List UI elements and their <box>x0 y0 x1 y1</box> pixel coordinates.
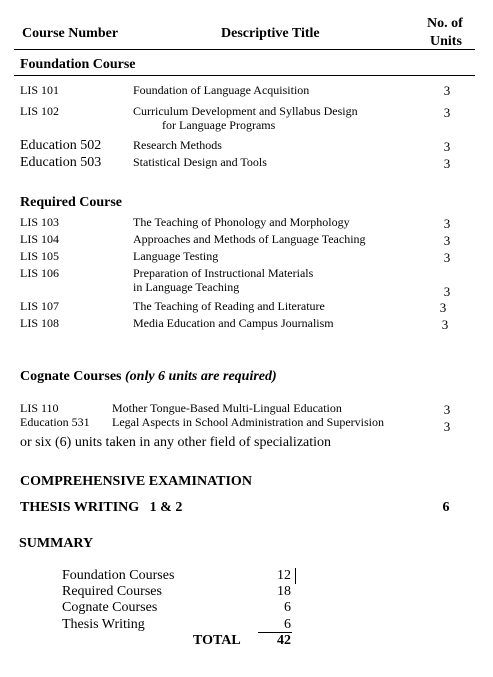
section-heading-required: Required Course <box>20 195 123 210</box>
summary-label: Required Courses <box>62 584 162 599</box>
course-code: LIS 102 <box>20 104 59 118</box>
column-header-descriptive-title: Descriptive Title <box>221 26 320 41</box>
course-code: LIS 103 <box>20 215 59 229</box>
course-units: 3 <box>443 419 451 434</box>
course-code: LIS 101 <box>20 83 59 97</box>
header-divider <box>14 49 475 50</box>
course-title: Statistical Design and Tools <box>133 155 267 169</box>
course-code: LIS 105 <box>20 249 59 263</box>
course-code: LIS 106 <box>20 266 59 280</box>
thesis-units: 6 <box>442 500 450 515</box>
summary-label: Thesis Writing <box>62 617 145 632</box>
course-units: 3 <box>443 216 451 231</box>
course-title: Media Education and Campus Journalism <box>133 316 334 330</box>
summary-total-value: 42 <box>277 633 291 648</box>
summary-heading: SUMMARY <box>19 536 94 551</box>
course-units: 3 <box>443 250 451 265</box>
course-title: Approaches and Methods of Language Teaching <box>133 232 366 246</box>
thesis-writing: THESIS WRITING 1 & 2 <box>20 500 183 515</box>
summary-value: 6 <box>284 600 291 615</box>
cognate-heading-note: (only 6 units are required) <box>125 369 277 384</box>
column-header-units-line2: Units <box>430 34 462 49</box>
course-title: Curriculum Development and Syllabus Design <box>133 104 358 118</box>
course-units: 3 <box>443 233 451 248</box>
summary-label: Cognate Courses <box>62 600 158 615</box>
section-heading-cognate <box>20 369 277 385</box>
course-title: The Teaching of Phonology and Morphology <box>133 215 350 229</box>
summary-value: 6 <box>284 617 291 632</box>
course-code: LIS 107 <box>20 299 59 313</box>
text-cursor <box>295 568 296 584</box>
column-header-units-line1: No. of <box>427 16 463 31</box>
course-units: 3 <box>443 105 451 120</box>
section-heading-foundation: Foundation Course <box>20 57 136 72</box>
course-title: Research Methods <box>133 138 222 152</box>
course-title: Legal Aspects in School Administration and Supervision <box>112 415 384 429</box>
course-code: Education 503 <box>20 155 102 170</box>
foundation-divider <box>14 75 475 76</box>
course-code: LIS 104 <box>20 232 59 246</box>
summary-label: Foundation Courses <box>62 568 175 583</box>
cognate-heading-text: Cognate Courses <box>20 369 122 384</box>
column-header-course-number: Course Number <box>22 26 119 41</box>
course-units: 3 <box>443 139 451 154</box>
course-code: LIS 108 <box>20 316 59 330</box>
course-units: 3 <box>441 317 449 332</box>
course-title: The Teaching of Reading and Literature <box>133 299 325 313</box>
course-title: Foundation of Language Acquisition <box>133 83 310 97</box>
course-units: 3 <box>439 300 447 315</box>
course-code: Education 531 <box>20 415 90 429</box>
summary-value: 18 <box>277 584 291 599</box>
course-title: Language Testing <box>133 249 219 263</box>
course-title-continued: in Language Teaching <box>133 280 240 294</box>
summary-total-label: TOTAL <box>193 633 241 648</box>
course-units: 3 <box>443 284 451 299</box>
course-code: Education 502 <box>20 138 102 153</box>
course-title-continued: for Language Programs <box>162 118 276 132</box>
course-code: LIS 110 <box>20 401 59 415</box>
course-title: Preparation of Instructional Materials <box>133 266 314 280</box>
course-units: 3 <box>443 156 451 171</box>
comprehensive-examination: COMPREHENSIVE EXAMINATION <box>20 474 252 489</box>
summary-value: 12 <box>277 568 291 583</box>
cognate-note: or six (6) units taken in any other field of specialization <box>20 435 332 450</box>
course-title: Mother Tongue-Based Multi-Lingual Education <box>112 401 342 415</box>
course-units: 3 <box>443 83 451 98</box>
course-units: 3 <box>443 402 451 417</box>
